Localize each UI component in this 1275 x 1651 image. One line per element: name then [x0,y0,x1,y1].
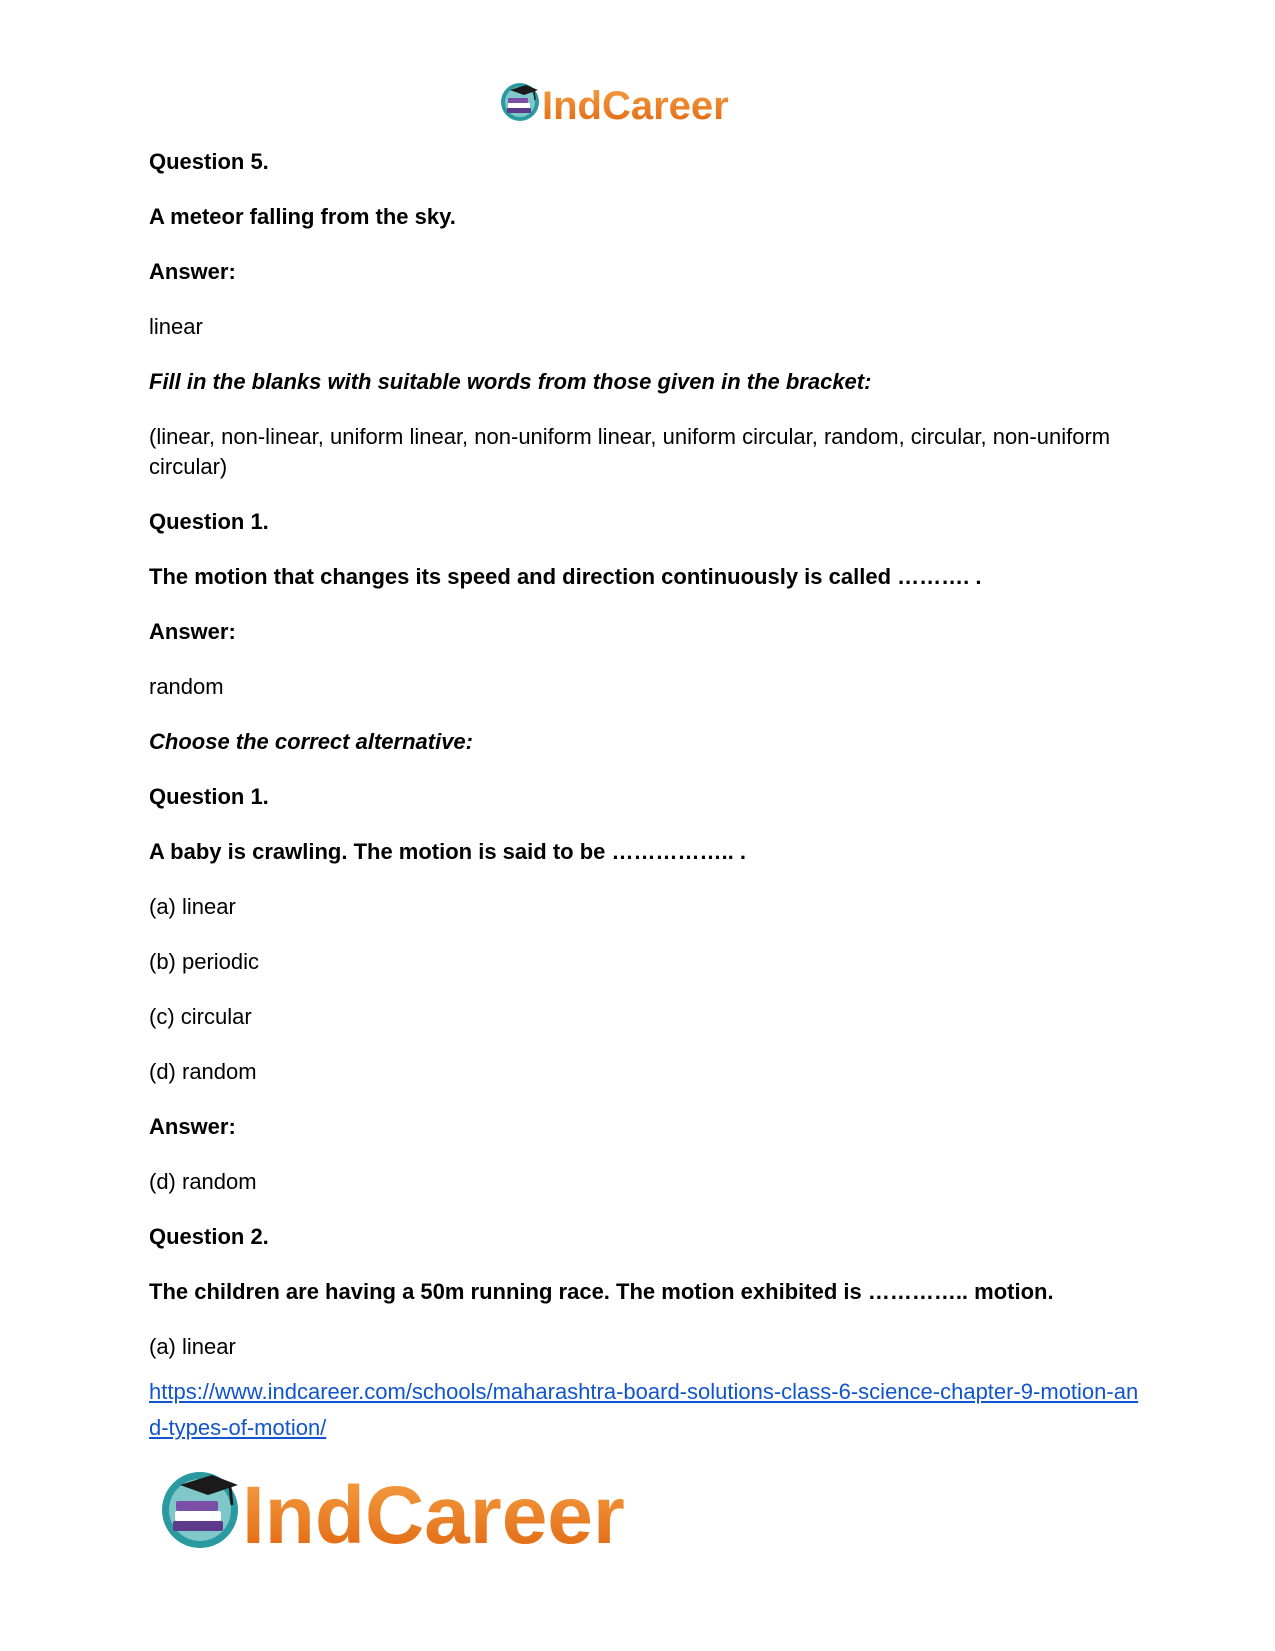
question-label: Question 1. [149,509,269,534]
svg-text:IndCareer: IndCareer [242,1470,625,1555]
fill-blanks-options: (linear, non-linear, uniform linear, non-uniform linear, uniform circular, random, circular, non-uniform circular) [149,424,1117,479]
section-heading-choose: Choose the correct alternative: [149,729,473,754]
option-c: (c) circular [149,1004,252,1029]
graduation-book-icon [162,1472,238,1548]
question-text: A meteor falling from the sky. [149,204,456,229]
answer-text: linear [149,314,203,339]
graduation-book-icon [501,83,539,121]
option-a: (a) linear [149,1334,236,1359]
question-label: Question 2. [149,1224,269,1249]
question-text: The motion that changes its speed and direction continuously is called ………. . [149,564,982,589]
option-a: (a) linear [149,894,236,919]
option-b: (b) periodic [149,949,260,974]
source-url-link[interactable]: https://www.indcareer.com/schools/maharashtra-board-solutions-class-6-science-chapter-9-motion-and-types-of-motion/ [149,1379,1139,1440]
indcareer-logo-top [500,78,780,130]
answer-text: (d) random [149,1169,257,1194]
answer-label: Answer: [149,259,236,284]
question-label: Question 5. [149,149,269,174]
svg-text:IndCareer: IndCareer [542,84,729,128]
question-text: The children are having a 50m running race. The motion exhibited is ………….. motion. [149,1279,1054,1304]
answer-text: random [149,674,224,699]
question-label: Question 1. [149,784,269,809]
section-heading-fill-blanks: Fill in the blanks with suitable words from those given in the bracket: [149,369,872,394]
indcareer-logo-bottom [160,1465,705,1555]
question-text: A baby is crawling. The motion is said to be …………….. . [149,839,746,864]
answer-label: Answer: [149,619,236,644]
document-body [149,147,1139,1446]
answer-label: Answer: [149,1114,236,1139]
option-d: (d) random [149,1059,257,1084]
